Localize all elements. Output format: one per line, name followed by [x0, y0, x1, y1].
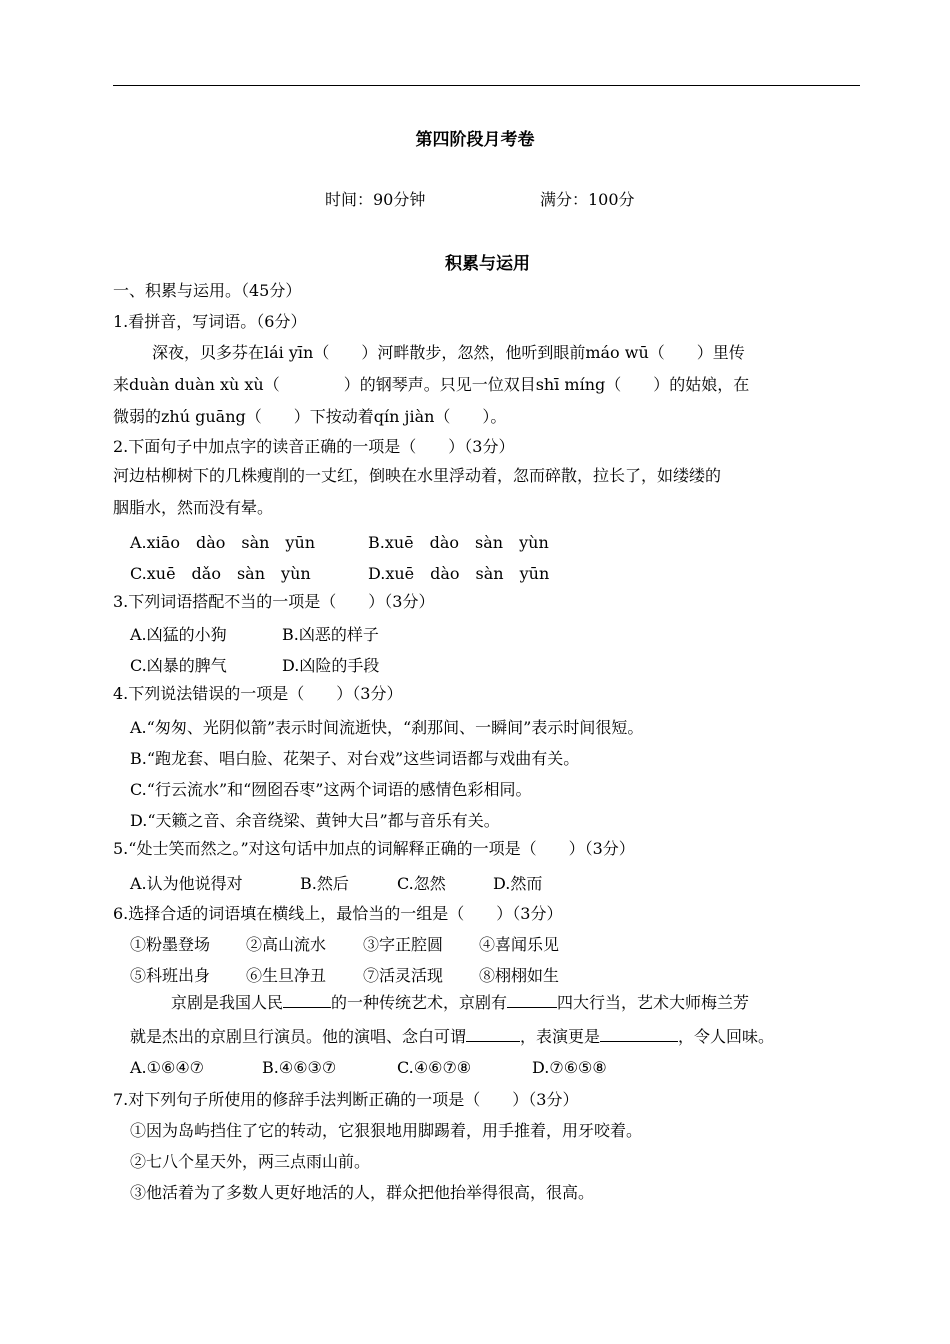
q6-passage-text: 的一种传统艺术，京剧有 — [331, 993, 508, 1012]
q3-option-d: D.凶险的手段 — [282, 656, 380, 675]
q6-option-b: B.④⑥③⑦ — [262, 1058, 337, 1077]
q1-line1: 深夜，贝多芬在lái yīn（ ）河畔散步，忽然，他听到眼前máo wū（ ）里传 — [152, 343, 745, 362]
q4-option-a: A.“匆匆、光阴似箭”表示时间流逝快，“刹那间、一瞬间”表示时间很短。 — [130, 718, 644, 737]
q5-option-a: A.认为他说得对 — [130, 874, 243, 893]
q6-word-8: ⑧栩栩如生 — [479, 966, 560, 985]
q6-passage-text: ，表演更是 — [520, 1027, 601, 1046]
q4-option-d: D.“天籁之音、余音绕梁、黄钟大吕”都与音乐有关。 — [130, 811, 500, 830]
q2-option-d: D.xuē dào sàn yūn — [368, 564, 550, 583]
q6-passage-line1 — [171, 993, 749, 1013]
fill-blank[interactable] — [283, 993, 331, 1008]
q6-passage-text: 四大行当，艺术大师梅兰芳 — [557, 993, 750, 1012]
q3-stem: 3.下列词语搭配不当的一项是（ ）（3分） — [113, 592, 435, 611]
q6-stem: 6.选择合适的词语填在横线上，最恰当的一组是（ ）（3分） — [113, 904, 563, 923]
section-title: 积累与运用 — [445, 254, 530, 274]
q6-word-1: ①粉墨登场 — [130, 935, 211, 954]
q6-passage-text: ，令人回味。 — [678, 1027, 775, 1046]
q6-word-5: ⑤科班出身 — [130, 966, 211, 985]
q7-stem: 7.对下列句子所使用的修辞手法判断正确的一项是（ ）（3分） — [113, 1090, 579, 1109]
q2-option-c: C.xuē dǎo sàn yùn — [130, 564, 311, 583]
fill-blank[interactable] — [600, 1027, 678, 1042]
q3-option-b: B.凶恶的样子 — [282, 625, 379, 644]
q6-option-c: C.④⑥⑦⑧ — [397, 1058, 472, 1077]
q1-stem: 1.看拼音，写词语。（6分） — [113, 312, 307, 331]
q4-stem: 4.下列说法错误的一项是（ ）（3分） — [113, 684, 403, 703]
q7-sentence-2: ②七八个星天外，两三点雨山前。 — [130, 1152, 371, 1171]
q6-word-4: ④喜闻乐见 — [479, 935, 560, 954]
q4-option-b: B.“跑龙套、唱白脸、花架子、对台戏”这些词语都与戏曲有关。 — [130, 749, 580, 768]
page-title: 第四阶段月考卷 — [415, 130, 535, 150]
q3-option-a: A.凶猛的小狗 — [130, 625, 227, 644]
q6-passage-line2 — [130, 1027, 774, 1047]
q6-option-d: D.⑦⑥⑤⑧ — [532, 1058, 607, 1077]
q5-stem: 5.“处士笑而然之。”对这句话中加点的词解释正确的一项是（ ）（3分） — [113, 839, 635, 858]
header-rule — [113, 85, 860, 86]
q7-sentence-3: ③他活着为了多数人更好地活的人，群众把他抬举得很高，很高。 — [130, 1183, 595, 1202]
q6-option-a: A.①⑥④⑦ — [130, 1058, 205, 1077]
q1-line3: 微弱的zhú guāng（ ）下按动着qín jiàn（ ）。 — [113, 407, 507, 426]
q6-word-7: ⑦活灵活现 — [363, 966, 444, 985]
exam-score: 满分：100分 — [540, 190, 635, 209]
q4-option-c: C.“行云流水”和“囫囵吞枣”这两个词语的感情色彩相同。 — [130, 780, 532, 799]
q5-option-b: B.然后 — [300, 874, 349, 893]
part-heading: 一、积累与运用。（45分） — [113, 281, 302, 300]
fill-blank[interactable] — [466, 1027, 520, 1042]
q3-option-c: C.凶暴的脾气 — [130, 656, 227, 675]
q2-stem: 2.下面句子中加点字的读音正确的一项是（ ）（3分） — [113, 437, 515, 456]
q5-option-c: C.忽然 — [397, 874, 446, 893]
q6-word-6: ⑥生旦净丑 — [246, 966, 327, 985]
q6-word-2: ②高山流水 — [246, 935, 327, 954]
q2-option-a: A.xiāo dào sàn yūn — [130, 533, 316, 552]
q6-passage-text: 京剧是我国人民 — [171, 993, 284, 1012]
q2-option-b: B.xuē dào sàn yùn — [368, 533, 549, 552]
q2-text-line1: 河边枯柳树下的几株瘦削的一丈红，倒映在水里浮动着，忽而碎散，拉长了，如缕缕的 — [113, 466, 722, 485]
q2-text-line2: 胭脂水，然而没有晕。 — [113, 498, 274, 517]
q6-word-3: ③字正腔圆 — [363, 935, 444, 954]
fill-blank[interactable] — [507, 993, 557, 1008]
q1-line2: 来duàn duàn xù xù（ ）的钢琴声。只见一位双目shī míng（ ）的姑娘，在 — [113, 375, 750, 394]
q6-passage-text: 就是杰出的京剧旦行演员。他的演唱、念白可谓 — [130, 1027, 467, 1046]
q5-option-d: D.然而 — [493, 874, 543, 893]
q7-sentence-1: ①因为岛屿挡住了它的转动，它狠狠地用脚踢着，用手推着，用牙咬着。 — [130, 1121, 643, 1140]
exam-time: 时间：90分钟 — [325, 190, 426, 209]
